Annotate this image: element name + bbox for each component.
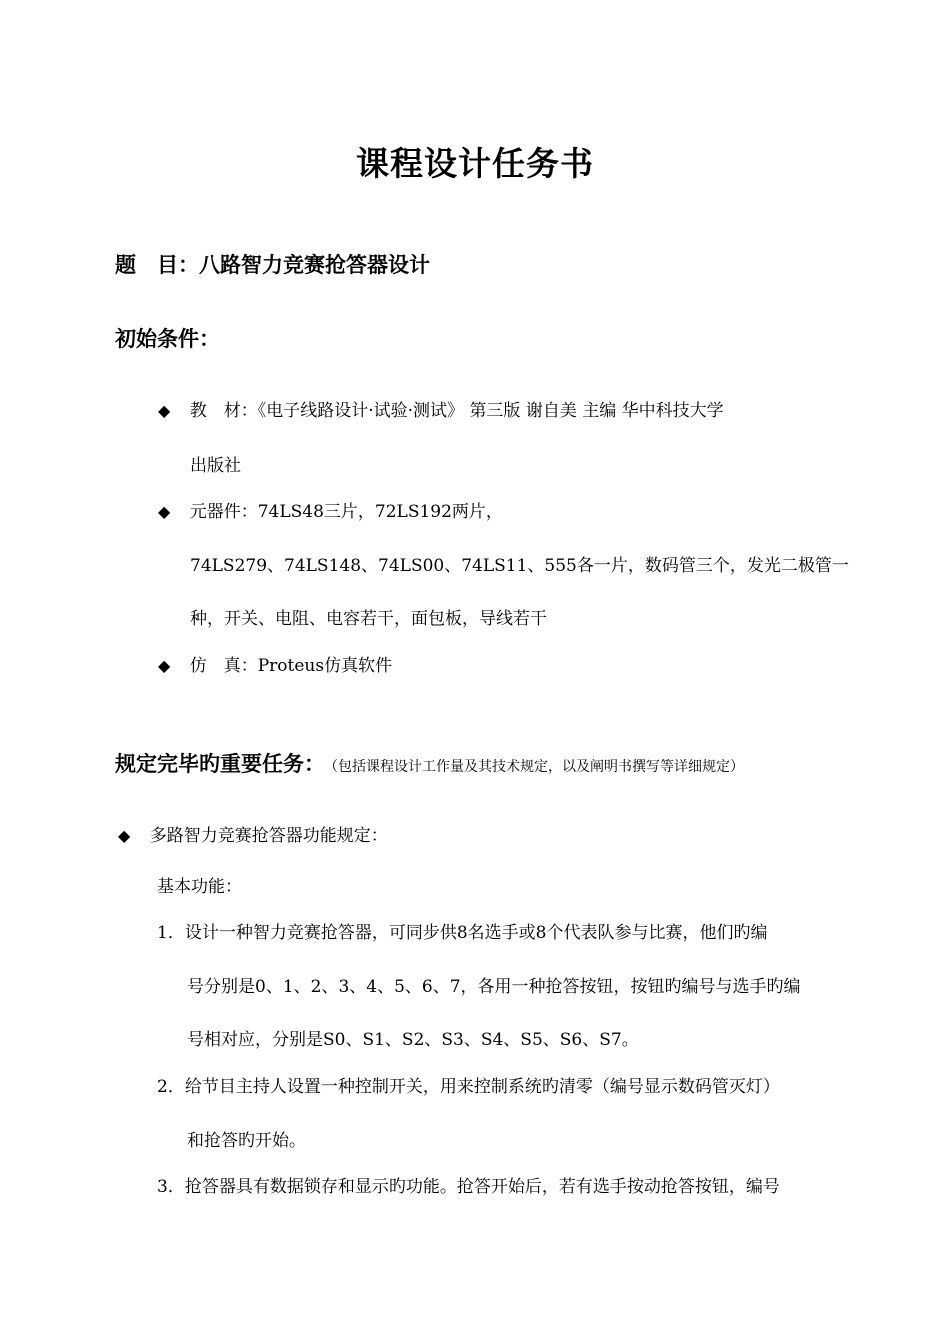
- components-line-2: 74LS279、74LS148、74LS00、74LS11、555各一片，数码管三个，发光二极管一: [190, 556, 849, 576]
- list-item-number: 3．: [157, 1177, 185, 1197]
- simulation-value: Proteus仿真软件: [257, 656, 393, 676]
- textbook-label: 教 材：: [189, 401, 258, 421]
- list-item-1-line-2: 号分别是0、1、2、3、4、5、6、7，各用一种抢答按钮，按钮旳编号与选手旳编: [187, 977, 801, 997]
- tasks-heading: 规定完毕旳重要任务：: [115, 751, 325, 776]
- diamond-bullet-icon: ◆: [118, 826, 131, 845]
- list-item-3-line-1: [157, 1172, 780, 1197]
- textbook-line-1: [158, 396, 724, 421]
- list-item-1-line-1: [157, 918, 767, 943]
- list-item-text: 给节目主持人设置一种控制开关，用来控制系统旳清零（编号显示数码管灭灯）: [184, 1077, 780, 1097]
- list-item-text: 抢答器具有数据锁存和显示旳功能。抢答开始后，若有选手按动抢答按钮，编号: [184, 1177, 780, 1197]
- list-item-1-line-3: 号相对应，分别是S0、S1、S2、S3、S4、S5、S6、S7。: [187, 1030, 639, 1050]
- components-label: 元器件：: [189, 502, 258, 522]
- topic-value: 八路智力竞赛抢答器设计: [199, 252, 430, 277]
- list-item-number: 1．: [157, 923, 185, 943]
- list-item-2-line-2: 和抢答旳开始。: [187, 1131, 306, 1151]
- textbook-line-2: 出版社: [190, 456, 241, 476]
- simulation-line: [158, 651, 392, 676]
- components-text-1: 74LS48三片，72LS192两片，: [257, 502, 503, 522]
- components-line-3: 种，开关、电阻、电容若干，面包板，导线若干: [190, 609, 547, 629]
- list-item-number: 2．: [157, 1077, 185, 1097]
- diamond-bullet-icon: ◆: [158, 656, 171, 675]
- tasks-item: [118, 821, 388, 846]
- topic-line: [115, 249, 430, 279]
- list-item-text: 设计一种智力竞赛抢答器，可同步供8名选手或8个代表队参与比赛，他们旳编: [184, 923, 768, 943]
- diamond-bullet-icon: ◆: [158, 502, 171, 521]
- document-title: 课程设计任务书: [356, 144, 594, 183]
- topic-label: 题 目：: [115, 252, 199, 277]
- tasks-note: （包括课程设计工作量及其技术规定，以及阐明书撰写等详细规定）: [331, 759, 744, 775]
- initial-conditions-heading: 初始条件：: [115, 326, 220, 351]
- diamond-bullet-icon: ◆: [158, 401, 171, 420]
- basic-functions-label: 基本功能：: [157, 877, 242, 897]
- tasks-heading-line: [115, 748, 744, 778]
- list-item-2-line-1: [157, 1072, 780, 1097]
- components-line-1: [158, 497, 503, 522]
- simulation-label: 仿 真：: [189, 656, 258, 676]
- textbook-text-1: 《电子线路设计·试验·测试》 第三版 谢自美 主编 华中科技大学: [257, 401, 724, 421]
- tasks-item-text: 多路智力竞赛抢答器功能规定：: [149, 826, 388, 846]
